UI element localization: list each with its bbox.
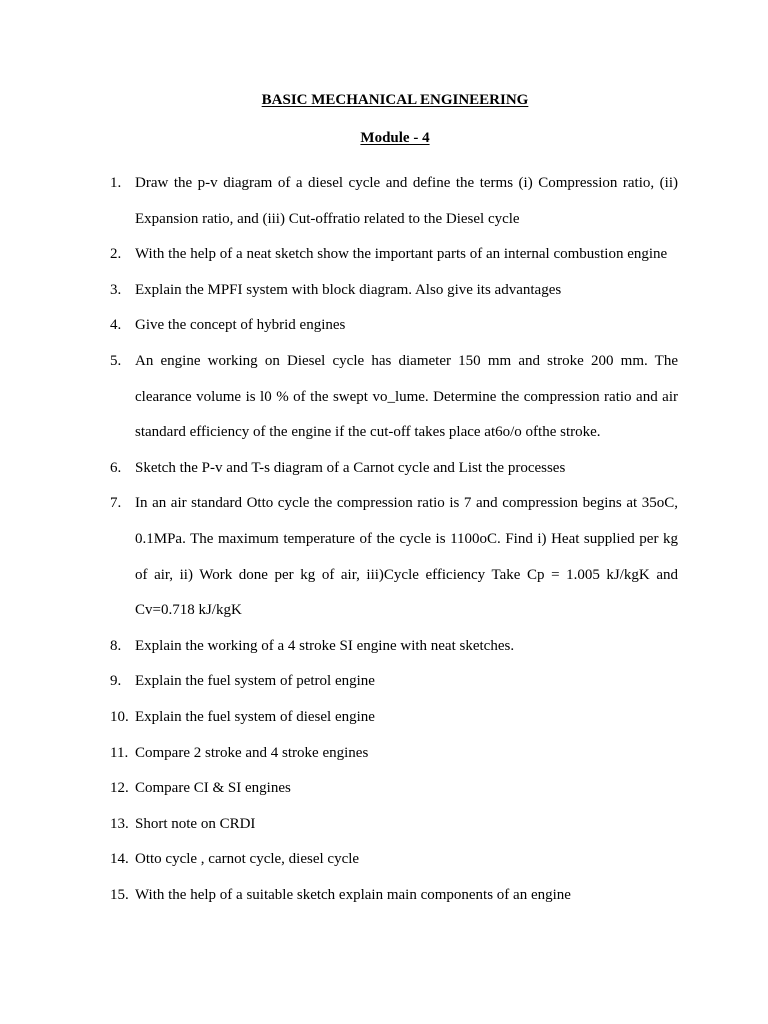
question-number: 15. (110, 886, 129, 903)
question-text: Explain the MPFI system with block diagram. Also give its advantages (135, 281, 562, 298)
question-text: Compare CI & SI engines (135, 780, 291, 797)
question-item (110, 736, 678, 772)
question-list (110, 166, 678, 913)
question-item (110, 629, 678, 665)
question-number: 12. (110, 780, 129, 797)
question-number: 10. (110, 708, 129, 725)
question-number: 9. (110, 673, 122, 690)
question-number: 8. (110, 637, 122, 654)
question-item (110, 771, 678, 807)
question-item (110, 700, 678, 736)
question-number: 2. (110, 246, 122, 263)
question-text: Compare 2 stroke and 4 stroke engines (135, 744, 369, 761)
question-number: 1. (110, 175, 122, 191)
question-item (110, 807, 678, 843)
question-number: 14. (110, 851, 129, 868)
question-text: Explain the working of a 4 stroke SI engine with neat sketches. (135, 637, 515, 654)
question-text: Short note on CRDI (135, 815, 256, 832)
question-number: 13. (110, 815, 129, 832)
question-item (110, 344, 678, 451)
question-text: Otto cycle , carnot cycle, diesel cycle (135, 851, 360, 868)
question-item (110, 878, 678, 914)
question-item (110, 273, 678, 309)
question-item (110, 842, 678, 878)
question-text: Give the concept of hybrid engines (135, 317, 346, 334)
question-number: 7. (110, 495, 122, 512)
question-number: 4. (110, 317, 122, 334)
question-item (110, 237, 678, 273)
question-item (110, 166, 678, 237)
question-text: With the help of a neat sketch show the important parts of an internal combustion engine (135, 246, 668, 263)
question-number: 11. (110, 744, 129, 761)
question-text: Draw the p-v diagram of a diesel cycle and define the terms (i) Compression ratio, (ii) Expansion ratio, and (iii) Cut-offratio related to the Diesel cycle (135, 175, 678, 227)
question-item (110, 664, 678, 700)
question-text: With the help of a suitable sketch explain main components of an engine (135, 886, 571, 903)
question-text: An engine working on Diesel cycle has diameter 150 mm and stroke 200 mm. The clearance volume is l0 % of the swept vo_lume. Determine the compression ratio and air standard efficiency of the engine if the cut-off takes place at6o/o ofthe stroke. (135, 352, 678, 441)
question-item (110, 451, 678, 487)
document-title: BASIC MECHANICAL ENGINEERING (261, 92, 529, 108)
question-number: 6. (110, 459, 122, 476)
question-text: Explain the fuel system of diesel engine (135, 708, 375, 725)
question-item (110, 308, 678, 344)
question-text: In an air standard Otto cycle the compression ratio is 7 and compression begins at 35oC, 0.1MPa. The maximum temperature of the cycle is 1100oC. Find i) Heat supplied per kg of air, ii) Work done per kg of air, iii)Cycle efficiency Take Cp = 1.005 kJ/kgK and Cv=0.718 kJ/kgK (135, 495, 678, 619)
question-item (110, 486, 678, 628)
question-text: Explain the fuel system of petrol engine (135, 673, 375, 690)
module-title: Module - 4 (360, 130, 430, 146)
question-number: 3. (110, 281, 122, 298)
question-number: 5. (110, 352, 122, 369)
question-text: Sketch the P-v and T-s diagram of a Carnot cycle and List the processes (135, 459, 566, 476)
